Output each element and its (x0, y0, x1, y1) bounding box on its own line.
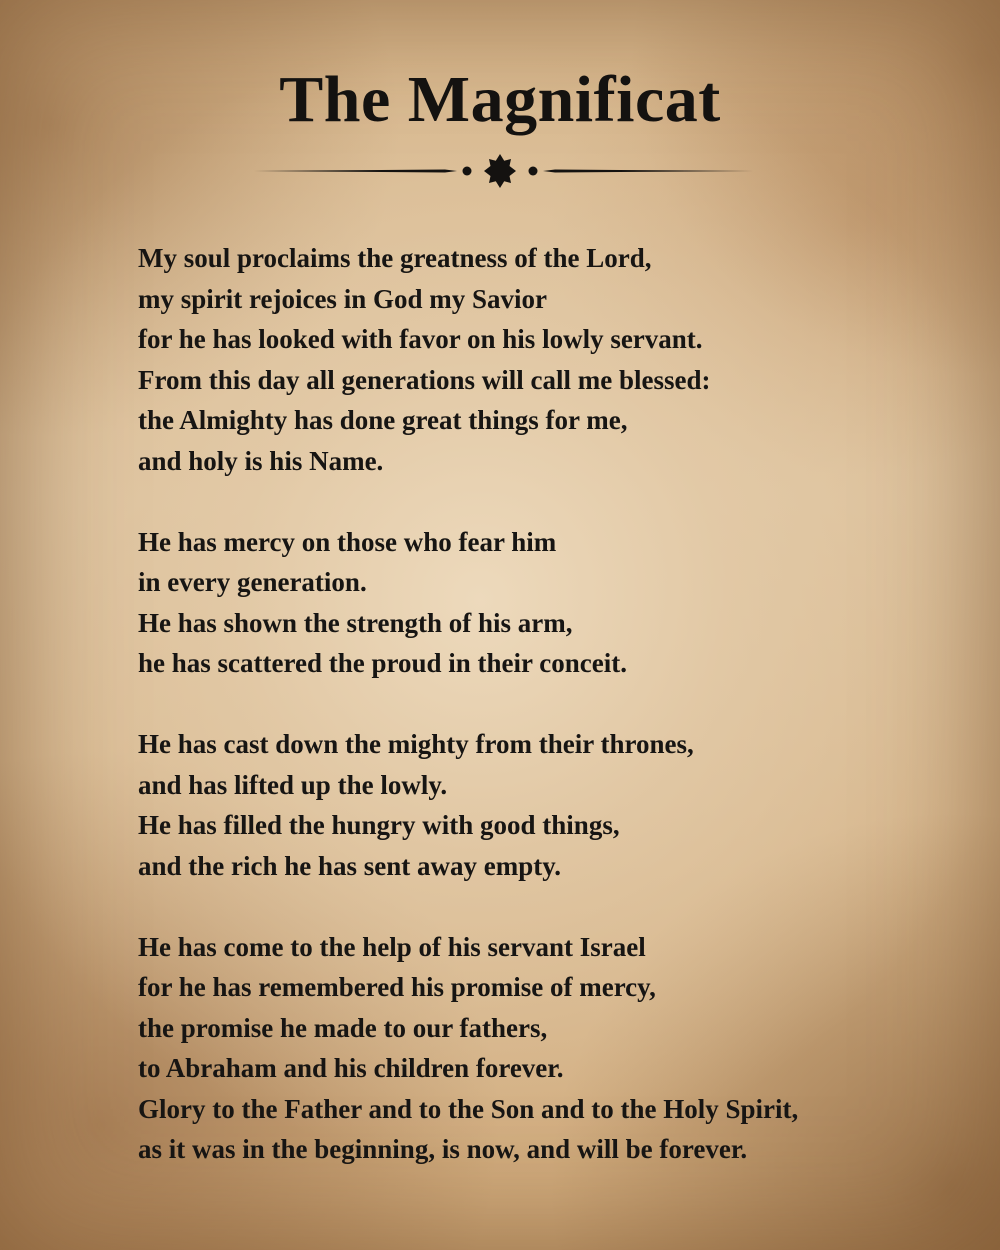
poem-line: and holy is his Name. (138, 445, 384, 476)
poem-line: in every generation. (138, 567, 367, 597)
title-divider (245, 150, 755, 192)
poem-line: he has scattered the proud in their conceit. (138, 648, 627, 678)
poem-line: the Almighty has done great things for me, (138, 405, 628, 435)
poem-body (138, 238, 898, 1210)
stanza (138, 927, 898, 1170)
poem-line: He has come to the help of his servant Israel (138, 931, 646, 962)
poem-line: for he has looked with favor on his lowly servant. (138, 324, 703, 354)
stanza (138, 238, 898, 481)
poem-line: My soul proclaims the greatness of the Lord, (138, 243, 652, 273)
stanza (138, 522, 898, 684)
poem-line: for he has remembered his promise of mercy, (138, 972, 656, 1002)
poem-line: He has shown the strength of his arm, (138, 607, 573, 638)
poem-line: and has lifted up the lowly. (138, 769, 448, 800)
poem-line: and the rich he has sent away empty. (138, 850, 562, 881)
page-title: The Magnificat (279, 63, 721, 136)
poem-line: my spirit rejoices in God my Savior (138, 283, 547, 314)
stanza (138, 724, 898, 886)
poem-line: From this day all generations will call me blessed: (138, 364, 711, 395)
poem-line: to Abraham and his children forever. (138, 1053, 564, 1083)
poem-line: as it was in the beginning, is now, and will be forever. (138, 1134, 748, 1164)
poem-line: Glory to the Father and to the Son and to the Holy Spirit, (138, 1093, 799, 1124)
star-ornament-icon (484, 154, 516, 188)
left-rule (247, 167, 472, 176)
poem-line: He has mercy on those who fear him (138, 526, 557, 557)
right-rule (529, 167, 754, 176)
poem-line: He has cast down the mighty from their thrones, (138, 729, 694, 759)
poem-line: He has filled the hungry with good things, (138, 810, 620, 840)
poem-line: the promise he made to our fathers, (138, 1012, 548, 1043)
